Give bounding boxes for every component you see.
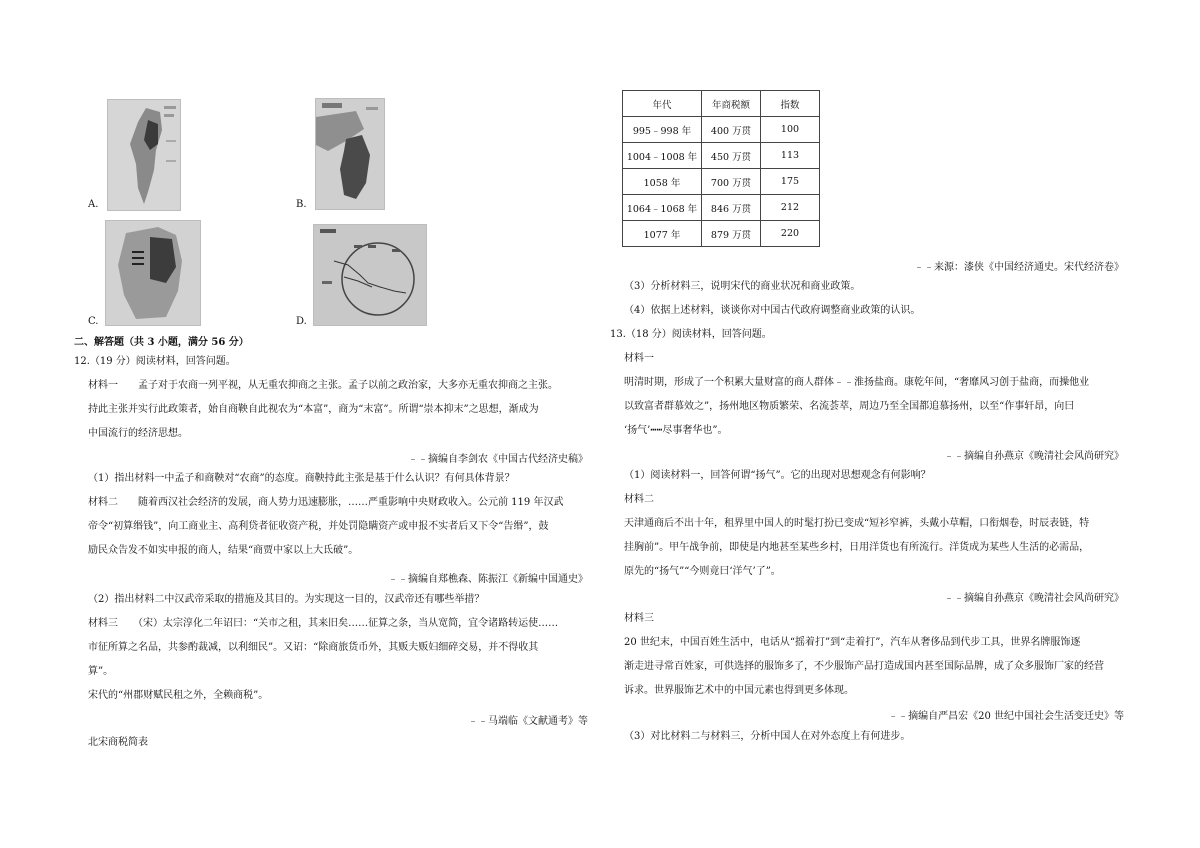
q13-material1-source: ﹣﹣摘编自孙燕京《晚清社会风尚研究》 [944, 451, 1124, 462]
q13-material1-line1: 明清时期，形成了一个积累大量财富的商人群体﹣﹣淮扬盐商。康乾年间，“奢靡风习创于盐商，而操他业 [624, 377, 1090, 388]
q13-material1-title: 材料一 [624, 353, 654, 364]
map-figure-d [313, 224, 427, 326]
q13-question3: （3）对比材料二与材料三，分析中国人在对外态度上有何进步。 [624, 731, 911, 742]
q13-material2-title: 材料二 [624, 494, 654, 505]
q13-material3-source: ﹣﹣摘编自严昌宏《20 世纪中国社会生活变迁史》等 [888, 711, 1124, 722]
table-cell: 113 [761, 143, 820, 169]
table-row [623, 117, 820, 143]
q12-material3-line3: 算”。 [88, 666, 114, 677]
q12-material2-line3: 励民众告发不如实申报的商人，结果“商贾中家以上大氐破”。 [88, 545, 359, 556]
q13-material3-line2: 渐走进寻常百姓家，可供选择的服饰多了，不少服饰产品打造成国内甚至国际品牌，成了众多服饰厂家的经营 [624, 661, 1104, 672]
q13-question1: （1）阅读材料一，回答何谓“扬气”。它的出现对思想观念有何影响？ [624, 470, 931, 481]
map-b-graphic [316, 99, 384, 209]
map-c-graphic [106, 221, 200, 325]
table-source: ﹣﹣来源：漆侠《中国经济通史。宋代经济卷》 [914, 262, 1124, 273]
table-caption: 北宋商税简表 [88, 737, 148, 748]
table-header-cell: 指数 [761, 91, 820, 117]
q12-material3-line2: 市征所算之名品，共参酌裁减，以利细民”。又诏：“除商旅货币外，其贩夫贩妇细碎交易，并不得收其 [88, 642, 539, 653]
q12-question4: （4）依据上述材料，谈谈你对中国古代政府调整商业政策的认识。 [624, 305, 921, 316]
q13-material2-line1: 天津通商后不出十年，租界里中国人的时髦打扮已变成“短衫窄裤，头戴小草帽，口衔烟卷，时辰表链，特 [624, 518, 1090, 529]
table-cell: 1058 年 [623, 169, 702, 195]
table-cell: 175 [761, 169, 820, 195]
table-row [623, 143, 820, 169]
table-cell: 100 [761, 117, 820, 143]
q13-material1-line3: ‘扬气’┅┅尽事奢华也”。 [624, 425, 728, 436]
section-heading: 二、解答题（共 3 小题，满分 56 分） [74, 337, 249, 348]
option-a-label: A. [88, 199, 99, 210]
option-c-label: C. [88, 316, 99, 327]
map-a-graphic [108, 100, 180, 210]
q12-question2: （2）指出材料二中汉武帝采取的措施及其目的。为实现这一目的，汉武帝还有哪些举措？ [88, 594, 485, 605]
table-cell: 400 万贯 [702, 117, 761, 143]
q13-material2-line2: 挂胸前”。甲午战争前，即使是内地甚至某些乡村，日用洋货也有所流行。洋货成为某些人生活的必需品， [624, 542, 1090, 553]
q12-material3-source: ﹣﹣马端临《文献通考》等 [468, 716, 588, 727]
table-row [623, 221, 820, 247]
table-row [623, 195, 820, 221]
q13-material1-line2: 以致富者群慕效之”，扬州地区物质繁荣、名流荟萃，周边乃至全国都追慕扬州，以至“作事轩昂，向曰 [624, 401, 1075, 412]
table-row [623, 169, 820, 195]
map-figure-a [107, 99, 181, 211]
q12-material1-line3: 中国流行的经济思想。 [88, 428, 188, 439]
table-cell: 450 万贯 [702, 143, 761, 169]
q12-stem: 12.（19 分）阅读材料，回答问题。 [74, 356, 236, 367]
q12-material1-source: ﹣﹣摘编自李剑农《中国古代经济史稿》 [408, 454, 588, 465]
table-cell: 700 万贯 [702, 169, 761, 195]
map-figure-c [105, 220, 201, 326]
song-tax-table [622, 90, 820, 247]
q12-material2-line2: 帝令“初算缗钱”，向工商业主、高利贷者征收资产税，并处罚隐瞒资产或申报不实者后又下令“告缗”，鼓 [88, 521, 549, 532]
q13-material3-line1: 20 世纪末，中国百姓生活中，电话从“摇着打”到“走着打”，汽车从奢侈品到代步工具，世界名牌服饰逐 [624, 637, 1081, 648]
q13-material2-source: ﹣﹣摘编自孙燕京《晚清社会风尚研究》 [944, 593, 1124, 604]
q12-material2-source: ﹣﹣摘编自郑樵森、陈振江《新编中国通史》 [388, 574, 588, 585]
map-d-graphic [314, 225, 426, 325]
table-cell: 995﹣998 年 [623, 117, 702, 143]
option-d-label: D. [296, 316, 307, 327]
table-cell: 212 [761, 195, 820, 221]
table-header-row [623, 91, 820, 117]
map-figure-b [315, 98, 385, 210]
q12-material1-line1: 材料一 孟子对于农商一列平视，从无重农抑商之主张。孟子以前之政治家，大多亦无重农抑商之主张。 [88, 380, 558, 391]
q12-material3-line4: 宋代的“州郡财赋民租之外，全赖商税”。 [88, 690, 269, 701]
q12-material2-line1: 材料二 随着西汉社会经济的发展，商人势力迅速膨胀，……严重影响中央财政收入。公元前 119 年汉武 [88, 497, 564, 508]
q13-material3-title: 材料三 [624, 613, 654, 624]
table-cell: 1064﹣1068 年 [623, 195, 702, 221]
table-header-cell: 年商税额 [702, 91, 761, 117]
table-cell: 1004﹣1008 年 [623, 143, 702, 169]
option-b-label: B. [296, 199, 307, 210]
table-header-cell: 年代 [623, 91, 702, 117]
q13-stem: 13.（18 分）阅读材料，回答问题。 [610, 329, 772, 340]
q13-material2-line3: 原先的“扬气”“今则竟曰‘洋气’了”。 [624, 566, 781, 577]
q12-question1: （1）指出材料一中孟子和商鞅对“农商”的态度。商鞅持此主张是基于什么认识？有何具体背景？ [88, 473, 515, 484]
table-cell: 846 万贯 [702, 195, 761, 221]
table-cell: 220 [761, 221, 820, 247]
q12-material1-line2: 持此主张并实行此政策者，始自商鞅自此视农为“本富”，商为“末富”。所谓“崇本抑末”之思想，渐成为 [88, 404, 539, 415]
q12-question3: （3）分析材料三，说明宋代的商业状况和商业政策。 [624, 281, 861, 292]
q12-material3-line1: 材料三 （宋）太宗淳化二年诏曰：“关市之租，其来旧矣……征算之条，当从宽简，宜令诸路转运使…… [88, 618, 559, 629]
table-cell: 879 万贯 [702, 221, 761, 247]
table-cell: 1077 年 [623, 221, 702, 247]
q13-material3-line3: 诉求。世界服饰艺术中的中国元素也得到更多体现。 [624, 685, 854, 696]
